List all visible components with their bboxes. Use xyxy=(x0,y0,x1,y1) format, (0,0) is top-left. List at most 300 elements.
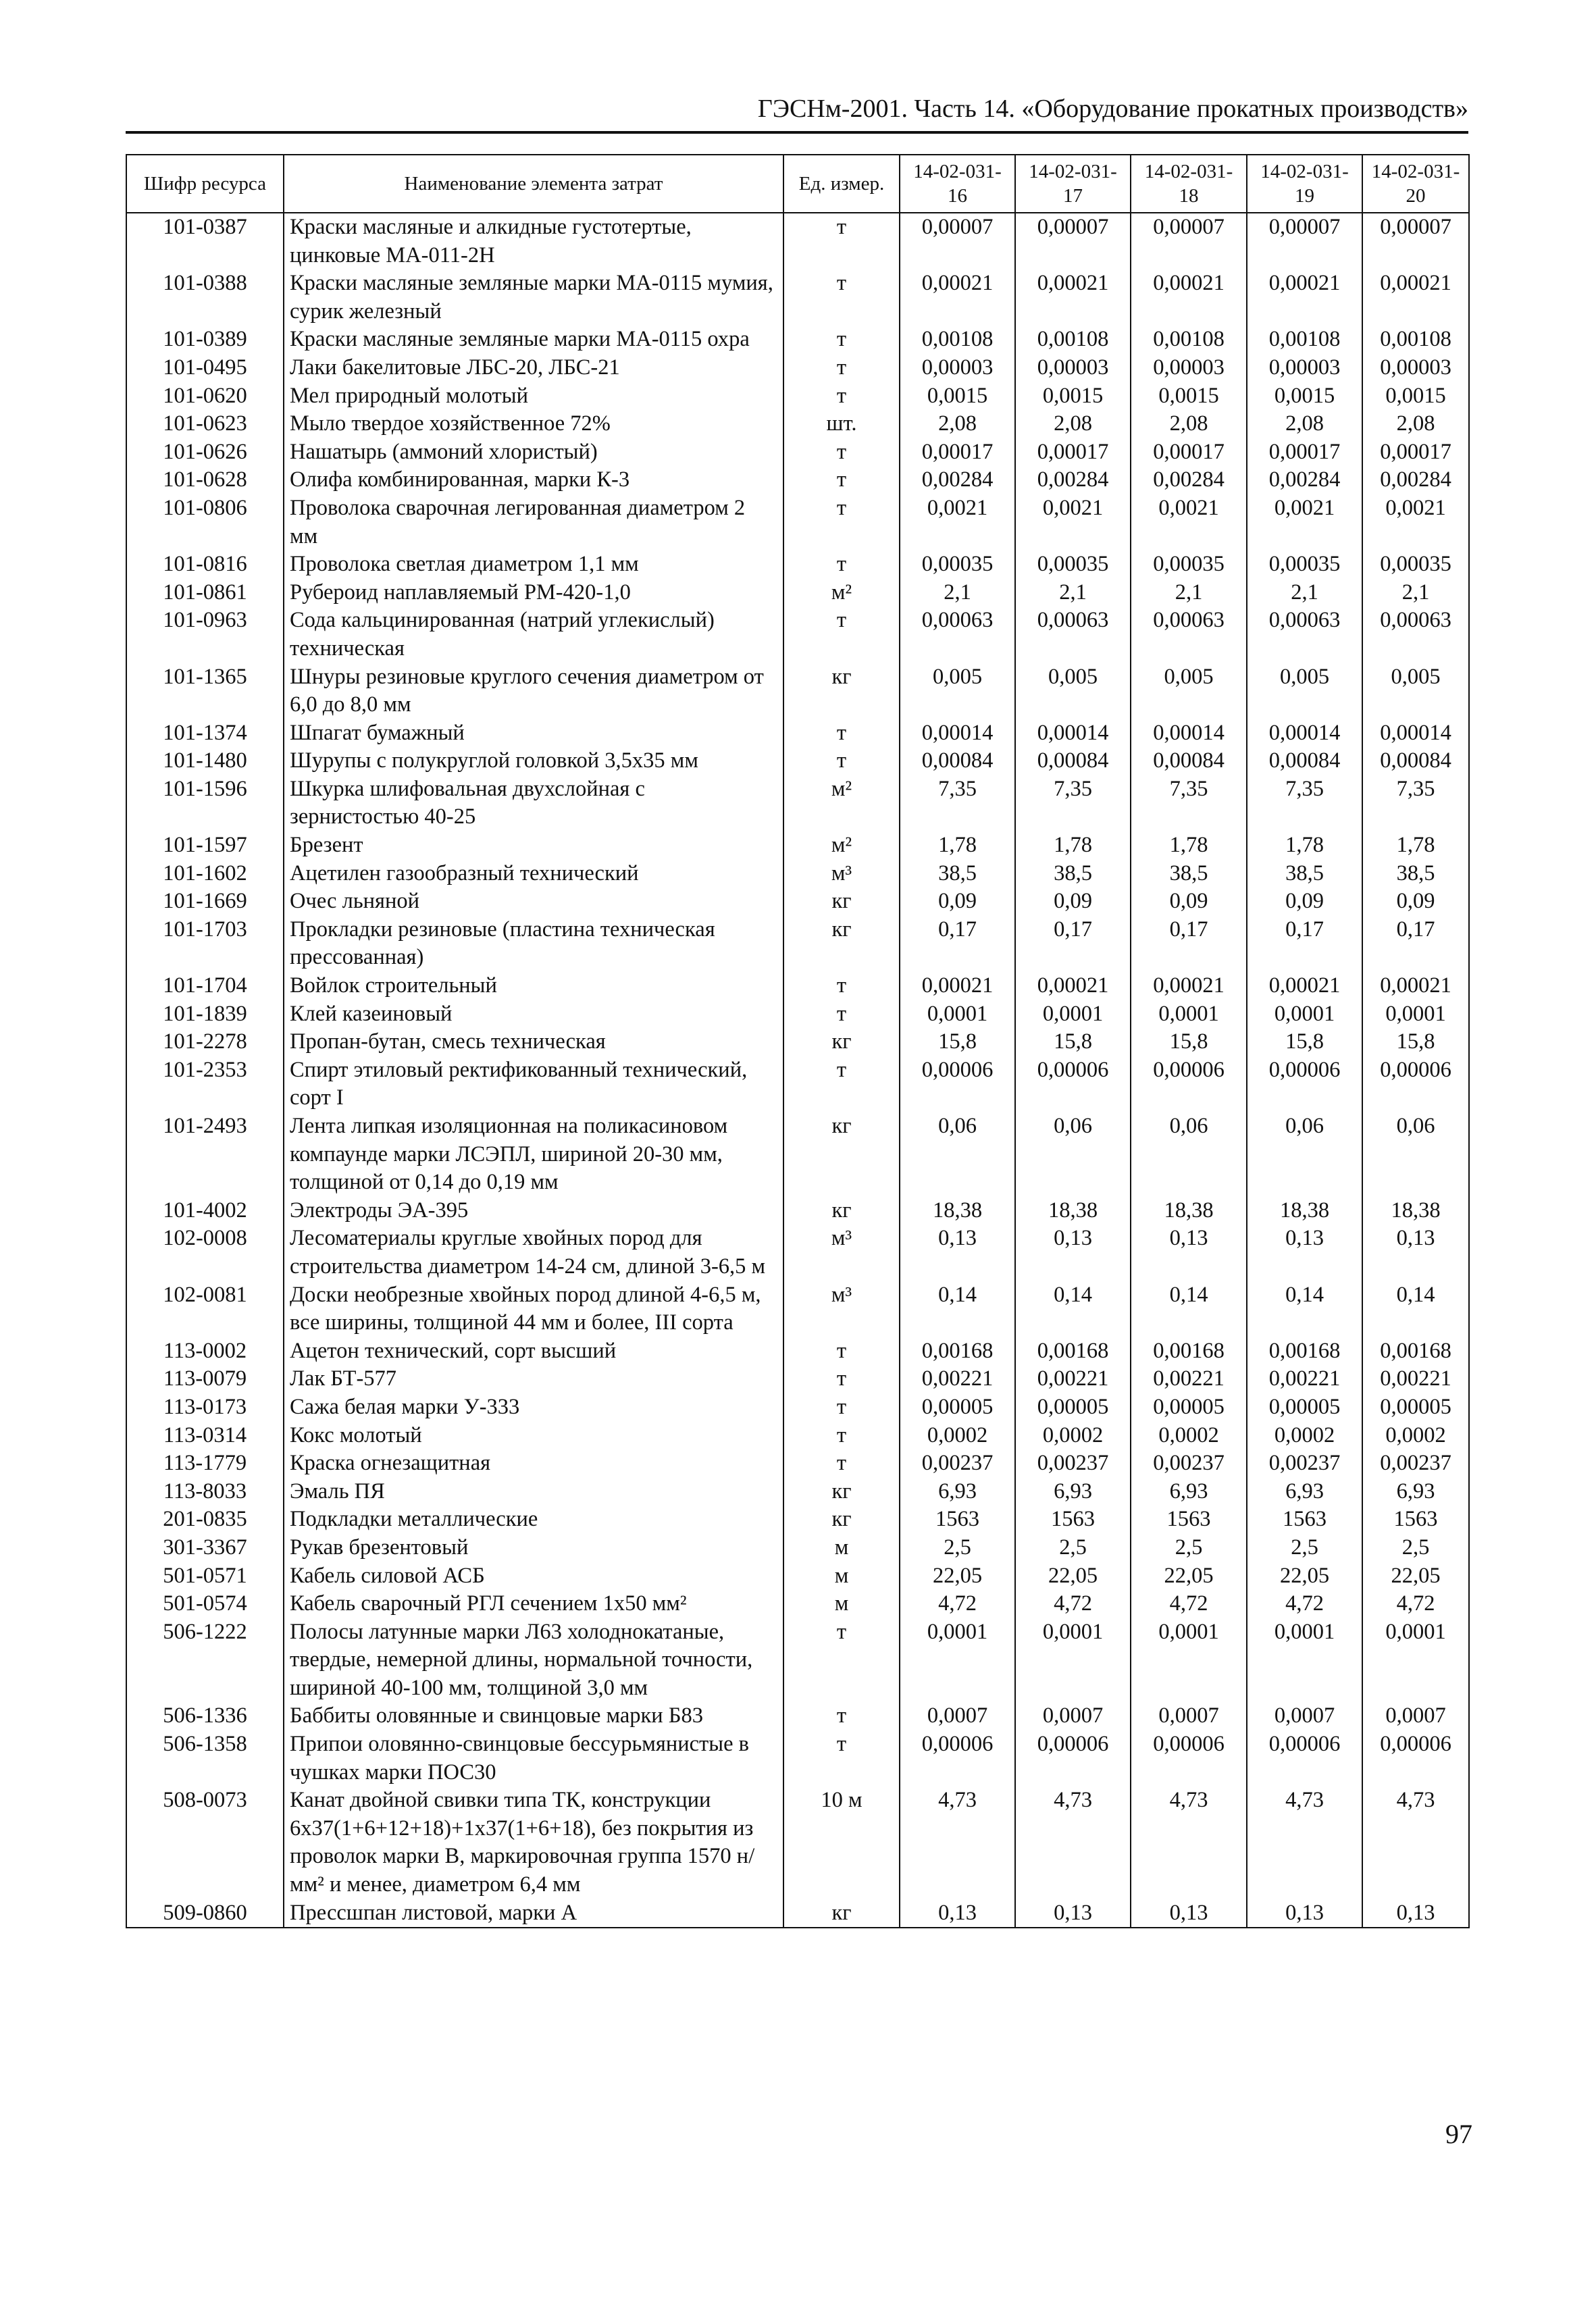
header-col-16: 14-02-031-16 xyxy=(900,155,1015,213)
norm-value: 2,08 xyxy=(1131,410,1247,438)
resource-code: 101-0623 xyxy=(126,410,284,438)
norm-value: 0,00084 xyxy=(1247,747,1362,775)
unit: т xyxy=(783,466,900,494)
norm-value: 0,00021 xyxy=(1131,972,1247,1000)
unit: м³ xyxy=(783,860,900,888)
cost-element-name: Шнуры резиновые круглого сечения диаметром от 6,0 до 8,0 мм xyxy=(284,663,783,719)
norm-value: 0,13 xyxy=(1015,1899,1131,1928)
running-header: ГЭСНм-2001. Часть 14. «Оборудование прокатных производств» xyxy=(757,95,1468,123)
norm-value: 38,5 xyxy=(1131,860,1247,888)
norm-value: 18,38 xyxy=(1015,1197,1131,1225)
norm-value: 0,00168 xyxy=(1131,1337,1247,1366)
norm-value: 0,00021 xyxy=(1362,269,1469,326)
unit: т xyxy=(783,438,900,467)
norm-value: 0,00063 xyxy=(1131,607,1247,663)
norm-value: 1563 xyxy=(1247,1506,1362,1534)
table-row xyxy=(126,916,1469,972)
table-row xyxy=(126,607,1469,663)
norm-value: 0,00063 xyxy=(900,607,1015,663)
table-row xyxy=(126,1478,1469,1506)
norm-value: 7,35 xyxy=(1131,775,1247,831)
norm-value: 0,09 xyxy=(1247,888,1362,916)
norm-value: 1,78 xyxy=(1131,831,1247,860)
unit: т xyxy=(783,1730,900,1786)
norm-value: 15,8 xyxy=(900,1028,1015,1056)
norm-value: 0,00014 xyxy=(1247,719,1362,748)
norm-value: 0,0001 xyxy=(1131,1618,1247,1703)
norm-value: 0,00035 xyxy=(1362,550,1469,579)
norm-value: 0,0015 xyxy=(1247,382,1362,411)
table-row xyxy=(126,888,1469,916)
norm-value: 18,38 xyxy=(1131,1197,1247,1225)
table-row xyxy=(126,213,1469,269)
norm-value: 0,00006 xyxy=(900,1730,1015,1786)
cost-element-name: Брезент xyxy=(284,831,783,860)
norm-value: 15,8 xyxy=(1015,1028,1131,1056)
table-row xyxy=(126,663,1469,719)
norm-value: 0,00084 xyxy=(900,747,1015,775)
norm-value: 0,00021 xyxy=(900,269,1015,326)
resource-code: 113-1779 xyxy=(126,1449,284,1478)
norm-value: 0,00021 xyxy=(1362,972,1469,1000)
norm-value: 15,8 xyxy=(1362,1028,1469,1056)
norm-value: 0,00006 xyxy=(1131,1056,1247,1112)
norm-value: 15,8 xyxy=(1247,1028,1362,1056)
resource-code: 101-2353 xyxy=(126,1056,284,1112)
norm-value: 4,73 xyxy=(1015,1786,1131,1899)
norm-value: 0,06 xyxy=(1131,1112,1247,1197)
norm-value: 0,13 xyxy=(1131,1225,1247,1281)
table-row xyxy=(126,1028,1469,1056)
norm-value: 0,0001 xyxy=(1015,1618,1131,1703)
norm-value: 0,00084 xyxy=(1362,747,1469,775)
resource-code: 113-8033 xyxy=(126,1478,284,1506)
norm-value: 0,00108 xyxy=(1362,326,1469,354)
cost-element-name: Кокс молотый xyxy=(284,1422,783,1450)
norm-value: 0,0015 xyxy=(1362,382,1469,411)
cost-element-name: Сажа белая марки У-333 xyxy=(284,1393,783,1422)
norm-value: 0,00221 xyxy=(1131,1365,1247,1393)
norm-value: 0,00005 xyxy=(1015,1393,1131,1422)
resource-code: 201-0835 xyxy=(126,1506,284,1534)
norm-value: 0,00168 xyxy=(1362,1337,1469,1366)
norm-value: 0,13 xyxy=(1362,1225,1469,1281)
norm-value: 0,0021 xyxy=(1362,494,1469,550)
norm-value: 0,005 xyxy=(1247,663,1362,719)
norm-value: 0,00006 xyxy=(900,1056,1015,1112)
norm-value: 0,00237 xyxy=(1131,1449,1247,1478)
norm-value: 0,00284 xyxy=(1131,466,1247,494)
unit: м xyxy=(783,1562,900,1591)
norm-value: 0,0021 xyxy=(1247,494,1362,550)
norm-value: 15,8 xyxy=(1131,1028,1247,1056)
cost-element-name: Электроды ЭА-395 xyxy=(284,1197,783,1225)
norm-value: 2,1 xyxy=(1362,579,1469,607)
table-row xyxy=(126,269,1469,326)
cost-element-name: Рубероид наплавляемый РМ-420-1,0 xyxy=(284,579,783,607)
resource-code: 101-0963 xyxy=(126,607,284,663)
norm-value: 0,09 xyxy=(1131,888,1247,916)
norm-value: 0,09 xyxy=(900,888,1015,916)
norm-value: 38,5 xyxy=(1015,860,1131,888)
cost-element-name: Спирт этиловый ректификованный технический, сорт I xyxy=(284,1056,783,1112)
resource-code: 102-0008 xyxy=(126,1225,284,1281)
norm-value: 0,00005 xyxy=(1131,1393,1247,1422)
cost-element-name: Краски масляные земляные марки МА-0115 мумия, сурик железный xyxy=(284,269,783,326)
norm-value: 0,00014 xyxy=(900,719,1015,748)
table-row xyxy=(126,1422,1469,1450)
norm-value: 0,00007 xyxy=(1247,213,1362,269)
norm-value: 0,005 xyxy=(1015,663,1131,719)
norm-value: 0,14 xyxy=(1247,1281,1362,1337)
norm-value: 1563 xyxy=(1131,1506,1247,1534)
norm-value: 0,13 xyxy=(900,1899,1015,1928)
cost-element-name: Канат двойной свивки типа ТК, конструкции 6х37(1+6+12+18)+1х37(1+6+18), без покрытия из проволок марки В, маркировочная группа 1570 н/мм² и менее, диаметром 6,4 мм xyxy=(284,1786,783,1899)
norm-value: 0,005 xyxy=(1362,663,1469,719)
norm-value: 2,1 xyxy=(900,579,1015,607)
norm-value: 0,005 xyxy=(900,663,1015,719)
cost-element-name: Припои оловянно-свинцовые бессурьмянистые в чушках марки ПОС30 xyxy=(284,1730,783,1786)
norm-value: 0,0021 xyxy=(1015,494,1131,550)
norm-value: 0,00284 xyxy=(1362,466,1469,494)
table-row xyxy=(126,1449,1469,1478)
norm-value: 1563 xyxy=(1015,1506,1131,1534)
norm-value: 0,06 xyxy=(1247,1112,1362,1197)
unit: т xyxy=(783,607,900,663)
resource-code: 101-0387 xyxy=(126,213,284,269)
unit: кг xyxy=(783,1197,900,1225)
norm-value: 7,35 xyxy=(1362,775,1469,831)
table-body xyxy=(126,213,1469,1928)
norm-value: 0,0007 xyxy=(1362,1702,1469,1730)
table-row xyxy=(126,438,1469,467)
norm-value: 2,5 xyxy=(1247,1534,1362,1562)
norm-value: 18,38 xyxy=(900,1197,1015,1225)
norm-value: 0,0001 xyxy=(900,1000,1015,1029)
norm-value: 0,06 xyxy=(1362,1112,1469,1197)
unit: т xyxy=(783,1618,900,1703)
norm-value: 2,08 xyxy=(900,410,1015,438)
norm-value: 0,06 xyxy=(1015,1112,1131,1197)
norm-value: 0,00284 xyxy=(1015,466,1131,494)
unit: т xyxy=(783,213,900,269)
norm-value: 0,00063 xyxy=(1247,607,1362,663)
norm-value: 0,17 xyxy=(900,916,1015,972)
table-row xyxy=(126,326,1469,354)
norm-value: 0,00005 xyxy=(1247,1393,1362,1422)
norm-value: 0,00021 xyxy=(900,972,1015,1000)
unit: т xyxy=(783,1056,900,1112)
norm-value: 0,0002 xyxy=(1131,1422,1247,1450)
norm-value: 0,00063 xyxy=(1362,607,1469,663)
table-row xyxy=(126,1730,1469,1786)
norm-value: 0,00014 xyxy=(1015,719,1131,748)
norm-value: 2,1 xyxy=(1131,579,1247,607)
resource-code: 101-0816 xyxy=(126,550,284,579)
norm-value: 6,93 xyxy=(1015,1478,1131,1506)
table-row xyxy=(126,410,1469,438)
cost-element-name: Сода кальцинированная (натрий углекислый) техническая xyxy=(284,607,783,663)
norm-value: 0,13 xyxy=(900,1225,1015,1281)
cost-element-name: Шпагат бумажный xyxy=(284,719,783,748)
unit: м xyxy=(783,1590,900,1618)
norm-value: 1563 xyxy=(900,1506,1015,1534)
cost-element-name: Эмаль ПЯ xyxy=(284,1478,783,1506)
norm-value: 0,06 xyxy=(900,1112,1015,1197)
cost-element-name: Лента липкая изоляционная на поликасиновом компаунде марки ЛСЭПЛ, шириной 20-30 мм, толщиной от 0,14 до 0,19 мм xyxy=(284,1112,783,1197)
norm-value: 0,0002 xyxy=(900,1422,1015,1450)
resource-table xyxy=(126,154,1470,1928)
norm-value: 0,14 xyxy=(1131,1281,1247,1337)
unit: т xyxy=(783,354,900,382)
header-col-17: 14-02-031-17 xyxy=(1015,155,1131,213)
norm-value: 0,0007 xyxy=(1247,1702,1362,1730)
norm-value: 0,00108 xyxy=(1247,326,1362,354)
norm-value: 0,00003 xyxy=(1247,354,1362,382)
cost-element-name: Шурупы с полукруглой головкой 3,5х35 мм xyxy=(284,747,783,775)
norm-value: 0,00237 xyxy=(1247,1449,1362,1478)
cost-element-name: Ацетилен газообразный технический xyxy=(284,860,783,888)
norm-value: 0,00221 xyxy=(1362,1365,1469,1393)
norm-value: 0,0002 xyxy=(1362,1422,1469,1450)
cost-element-name: Очес льняной xyxy=(284,888,783,916)
norm-value: 0,00021 xyxy=(1247,269,1362,326)
norm-value: 0,0015 xyxy=(1015,382,1131,411)
cost-element-name: Подкладки металлические xyxy=(284,1506,783,1534)
norm-value: 0,00017 xyxy=(1131,438,1247,467)
resource-code: 101-1703 xyxy=(126,916,284,972)
norm-value: 0,00017 xyxy=(1247,438,1362,467)
cost-element-name: Мыло твердое хозяйственное 72% xyxy=(284,410,783,438)
norm-value: 0,14 xyxy=(1362,1281,1469,1337)
unit: м³ xyxy=(783,1225,900,1281)
norm-value: 6,93 xyxy=(1362,1478,1469,1506)
norm-value: 6,93 xyxy=(900,1478,1015,1506)
header-col-19: 14-02-031-19 xyxy=(1247,155,1362,213)
norm-value: 0,00007 xyxy=(900,213,1015,269)
norm-value: 0,00007 xyxy=(1362,213,1469,269)
table-row xyxy=(126,1281,1469,1337)
norm-value: 0,00108 xyxy=(1131,326,1247,354)
resource-code: 101-0806 xyxy=(126,494,284,550)
resource-code: 101-2493 xyxy=(126,1112,284,1197)
norm-value: 2,5 xyxy=(1015,1534,1131,1562)
unit: кг xyxy=(783,1112,900,1197)
resource-code: 113-0079 xyxy=(126,1365,284,1393)
table-row xyxy=(126,579,1469,607)
resource-code: 101-1596 xyxy=(126,775,284,831)
page-number: 97 xyxy=(1445,2119,1472,2149)
cost-element-name: Прессшпан листовой, марки А xyxy=(284,1899,783,1928)
resource-code: 102-0081 xyxy=(126,1281,284,1337)
norm-value: 0,00007 xyxy=(1015,213,1131,269)
norm-value: 4,72 xyxy=(900,1590,1015,1618)
resource-code: 101-0388 xyxy=(126,269,284,326)
norm-value: 0,00014 xyxy=(1131,719,1247,748)
resource-code: 101-1374 xyxy=(126,719,284,748)
unit: 10 м xyxy=(783,1786,900,1899)
norm-value: 0,00005 xyxy=(900,1393,1015,1422)
norm-value: 0,00035 xyxy=(900,550,1015,579)
resource-code: 501-0571 xyxy=(126,1562,284,1591)
norm-value: 1,78 xyxy=(1015,831,1131,860)
resource-code: 101-1597 xyxy=(126,831,284,860)
resource-code: 101-1704 xyxy=(126,972,284,1000)
norm-value: 0,00003 xyxy=(1015,354,1131,382)
table-row xyxy=(126,1786,1469,1899)
header-rule xyxy=(126,131,1468,134)
resource-code: 508-0073 xyxy=(126,1786,284,1899)
unit: м² xyxy=(783,831,900,860)
resource-code: 506-1358 xyxy=(126,1730,284,1786)
norm-value: 0,0007 xyxy=(900,1702,1015,1730)
norm-value: 0,00014 xyxy=(1362,719,1469,748)
cost-element-name: Кабель сварочный РГЛ сечением 1х50 мм² xyxy=(284,1590,783,1618)
header-resource-code: Шифр ресурса xyxy=(126,155,284,213)
norm-value: 0,00006 xyxy=(1247,1730,1362,1786)
norm-value: 0,00221 xyxy=(900,1365,1015,1393)
norm-value: 0,00007 xyxy=(1131,213,1247,269)
norm-value: 4,72 xyxy=(1015,1590,1131,1618)
norm-value: 0,14 xyxy=(1015,1281,1131,1337)
norm-value: 0,00108 xyxy=(900,326,1015,354)
norm-value: 4,73 xyxy=(1362,1786,1469,1899)
norm-value: 1,78 xyxy=(1247,831,1362,860)
norm-value: 0,09 xyxy=(1362,888,1469,916)
cost-element-name: Краски масляные и алкидные густотертые, цинковые МА-011-2Н xyxy=(284,213,783,269)
resource-code: 101-4002 xyxy=(126,1197,284,1225)
norm-value: 2,08 xyxy=(1362,410,1469,438)
unit: т xyxy=(783,719,900,748)
resource-code: 509-0860 xyxy=(126,1899,284,1928)
table-row xyxy=(126,354,1469,382)
norm-value: 0,00006 xyxy=(1362,1730,1469,1786)
norm-value: 0,00084 xyxy=(1015,747,1131,775)
cost-element-name: Доски необрезные хвойных пород длиной 4-6,5 м, все ширины, толщиной 44 мм и более, III сорта xyxy=(284,1281,783,1337)
norm-value: 18,38 xyxy=(1247,1197,1362,1225)
unit: кг xyxy=(783,1478,900,1506)
resource-code: 113-0002 xyxy=(126,1337,284,1366)
norm-value: 4,73 xyxy=(1131,1786,1247,1899)
norm-value: 0,005 xyxy=(1131,663,1247,719)
norm-value: 2,5 xyxy=(900,1534,1015,1562)
norm-value: 0,0001 xyxy=(1015,1000,1131,1029)
norm-value: 1,78 xyxy=(900,831,1015,860)
resource-code: 101-1839 xyxy=(126,1000,284,1029)
norm-value: 0,00237 xyxy=(900,1449,1015,1478)
table-row xyxy=(126,466,1469,494)
table-row xyxy=(126,1056,1469,1112)
resource-code: 101-0861 xyxy=(126,579,284,607)
cost-element-name: Мел природный молотый xyxy=(284,382,783,411)
unit: т xyxy=(783,1365,900,1393)
norm-value: 18,38 xyxy=(1362,1197,1469,1225)
norm-value: 4,73 xyxy=(900,1786,1015,1899)
norm-value: 4,72 xyxy=(1247,1590,1362,1618)
norm-value: 7,35 xyxy=(1247,775,1362,831)
unit: кг xyxy=(783,1899,900,1928)
cost-element-name: Войлок строительный xyxy=(284,972,783,1000)
norm-value: 0,00221 xyxy=(1015,1365,1131,1393)
resource-code: 113-0173 xyxy=(126,1393,284,1422)
table-row xyxy=(126,1534,1469,1562)
norm-value: 22,05 xyxy=(1131,1562,1247,1591)
norm-value: 0,0007 xyxy=(1015,1702,1131,1730)
norm-value: 0,0001 xyxy=(1131,1000,1247,1029)
norm-value: 0,00021 xyxy=(1015,269,1131,326)
cost-element-name: Лесоматериалы круглые хвойных пород для строительства диаметром 14-24 см, длиной 3-6,5 м xyxy=(284,1225,783,1281)
norm-value: 0,00017 xyxy=(1015,438,1131,467)
table-row xyxy=(126,382,1469,411)
norm-value: 0,0001 xyxy=(1362,1618,1469,1703)
norm-value: 0,00021 xyxy=(1247,972,1362,1000)
norm-value: 0,17 xyxy=(1362,916,1469,972)
norm-value: 0,13 xyxy=(1362,1899,1469,1928)
norm-value: 0,00006 xyxy=(1131,1730,1247,1786)
norm-value: 1563 xyxy=(1362,1506,1469,1534)
norm-value: 0,13 xyxy=(1247,1899,1362,1928)
resource-code: 101-1602 xyxy=(126,860,284,888)
norm-value: 0,00035 xyxy=(1015,550,1131,579)
norm-value: 22,05 xyxy=(1247,1562,1362,1591)
norm-value: 38,5 xyxy=(1247,860,1362,888)
norm-value: 38,5 xyxy=(1362,860,1469,888)
norm-value: 0,00084 xyxy=(1131,747,1247,775)
norm-value: 0,0002 xyxy=(1247,1422,1362,1450)
cost-element-name: Проволока сварочная легированная диаметром 2 мм xyxy=(284,494,783,550)
norm-value: 2,1 xyxy=(1247,579,1362,607)
table-row xyxy=(126,719,1469,748)
table-row xyxy=(126,550,1469,579)
unit: т xyxy=(783,1393,900,1422)
unit: кг xyxy=(783,1028,900,1056)
resource-code: 501-0574 xyxy=(126,1590,284,1618)
norm-value: 7,35 xyxy=(900,775,1015,831)
unit: кг xyxy=(783,663,900,719)
norm-value: 0,0001 xyxy=(1247,1000,1362,1029)
norm-value: 0,00017 xyxy=(1362,438,1469,467)
norm-value: 7,35 xyxy=(1015,775,1131,831)
header-col-18: 14-02-031-18 xyxy=(1131,155,1247,213)
norm-value: 2,08 xyxy=(1247,410,1362,438)
table-row xyxy=(126,1000,1469,1029)
norm-value: 0,00006 xyxy=(1247,1056,1362,1112)
table-row xyxy=(126,1337,1469,1366)
norm-value: 0,00035 xyxy=(1247,550,1362,579)
table-row xyxy=(126,1618,1469,1703)
unit: т xyxy=(783,1422,900,1450)
table-row xyxy=(126,1112,1469,1197)
norm-value: 38,5 xyxy=(900,860,1015,888)
norm-value: 0,0001 xyxy=(900,1618,1015,1703)
norm-value: 0,13 xyxy=(1247,1225,1362,1281)
header-unit: Ед. измер. xyxy=(783,155,900,213)
norm-value: 22,05 xyxy=(1015,1562,1131,1591)
cost-element-name: Проволока светлая диаметром 1,1 мм xyxy=(284,550,783,579)
resource-code: 506-1336 xyxy=(126,1702,284,1730)
cost-element-name: Шкурка шлифовальная двухслойная с зернистостью 40-25 xyxy=(284,775,783,831)
norm-value: 2,1 xyxy=(1015,579,1131,607)
table-row xyxy=(126,1562,1469,1591)
unit: т xyxy=(783,972,900,1000)
unit: т xyxy=(783,326,900,354)
cost-element-name: Клей казеиновый xyxy=(284,1000,783,1029)
unit: т xyxy=(783,550,900,579)
norm-value: 0,0015 xyxy=(1131,382,1247,411)
norm-value: 0,00237 xyxy=(1015,1449,1131,1478)
unit: т xyxy=(783,1337,900,1366)
norm-value: 22,05 xyxy=(1362,1562,1469,1591)
